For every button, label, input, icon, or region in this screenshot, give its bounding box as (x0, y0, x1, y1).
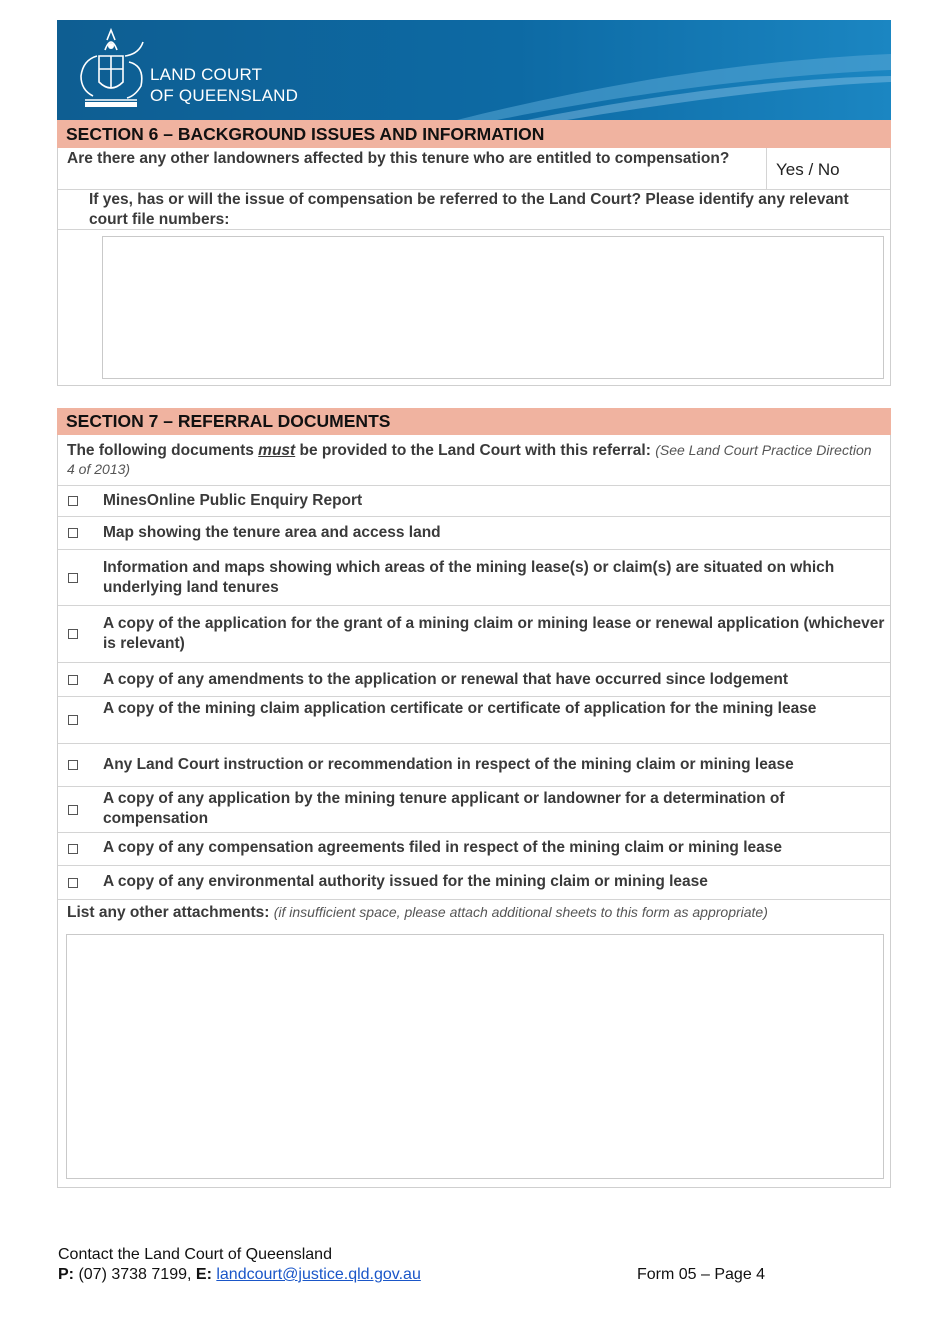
footer-contact-details (58, 1265, 421, 1285)
organisation-name-line1: LAND COURT (150, 65, 263, 84)
checklist-item-label: A copy of any amendments to the application or renewal that have occurred since lodgement (103, 671, 789, 688)
checklist-item (58, 787, 890, 832)
section6-question-other-landowners: Are there any other landowners affected by this tenure who are entitled to compensation? (67, 150, 730, 167)
email-link[interactable]: landcourt@justice.qld.gov.au (216, 1266, 421, 1283)
intro-text-after: be provided to the Land Court with this referral: (295, 442, 656, 459)
checklist-item (58, 606, 890, 662)
intro-text-before: The following documents (67, 442, 259, 459)
other-attachments-field[interactable] (66, 934, 884, 1179)
organisation-name (150, 64, 298, 106)
checklist-item (58, 550, 890, 605)
checklist-item (58, 697, 890, 743)
checklist-item (58, 833, 890, 865)
header-banner (57, 20, 891, 120)
checkbox[interactable] (68, 528, 78, 538)
divider (766, 148, 767, 190)
phone-number: (07) 3738 7199, (78, 1266, 192, 1283)
section7-intro (67, 441, 882, 479)
checkbox[interactable] (68, 844, 78, 854)
checkbox[interactable] (68, 573, 78, 583)
intro-must: must (258, 442, 296, 459)
checklist-item-label: A copy of the mining claim application certificate or certificate of application for the mining lease (103, 700, 817, 717)
divider (58, 899, 890, 900)
checkbox[interactable] (68, 675, 78, 685)
checkbox[interactable] (68, 629, 78, 639)
form-page-number: Form 05 – Page 4 (637, 1266, 766, 1283)
organisation-name-line2: OF QUEENSLAND (150, 86, 299, 105)
checkbox[interactable] (68, 715, 78, 725)
phone-label: P: (58, 1266, 74, 1283)
checklist-item (58, 744, 890, 786)
court-file-numbers-field[interactable] (102, 236, 884, 379)
checkbox[interactable] (68, 760, 78, 770)
checkbox[interactable] (68, 878, 78, 888)
checklist-item-label: A copy of any application by the mining tenure applicant or landowner for a determination of compensation (103, 790, 785, 827)
section7-title: SECTION 7 – REFERRAL DOCUMENTS (57, 408, 891, 435)
queensland-crest-logo (71, 26, 151, 112)
checklist-item-label: Map showing the tenure area and access land (103, 524, 441, 541)
attachments-label (67, 904, 768, 922)
attachments-label-text: List any other attachments: (67, 904, 270, 921)
divider (58, 229, 890, 230)
footer-contact: Contact the Land Court of Queensland (58, 1246, 332, 1263)
checklist-item-label: Any Land Court instruction or recommendation in respect of the mining claim or mining lease (103, 756, 794, 773)
checklist-item-label: A copy of any environmental authority issued for the mining claim or mining lease (103, 873, 708, 890)
checklist-item (58, 517, 890, 549)
intro-note: (See Land Court Practice Direction 4 of 2013) (67, 442, 872, 477)
checklist-item-label: MinesOnline Public Enquiry Report (103, 492, 363, 509)
checkbox[interactable] (68, 805, 78, 815)
section6-title: SECTION 6 – BACKGROUND ISSUES AND INFORMATION (57, 120, 891, 148)
checklist-item (58, 663, 890, 696)
checklist-item (58, 486, 890, 516)
section6-question-referral: If yes, has or will the issue of compensation be referred to the Land Court? Please identify any relevant court file numbers: (89, 191, 849, 228)
checkbox[interactable] (68, 496, 78, 506)
checklist-item-label: A copy of any compensation agreements filed in respect of the mining claim or mining lease (103, 839, 782, 856)
yes-no-answer[interactable]: Yes / No (776, 160, 840, 179)
attachments-note: (if insufficient space, please attach additional sheets to this form as appropriate) (273, 904, 768, 920)
email-label: E: (195, 1266, 212, 1283)
checklist-item (58, 866, 890, 899)
checklist-item-label: Information and maps showing which areas of the mining lease(s) or claim(s) are situated on which underlying land tenures (103, 559, 835, 596)
checklist-item-label: A copy of the application for the grant of a mining claim or mining lease or renewal application (whichever is relevant) (103, 615, 885, 652)
